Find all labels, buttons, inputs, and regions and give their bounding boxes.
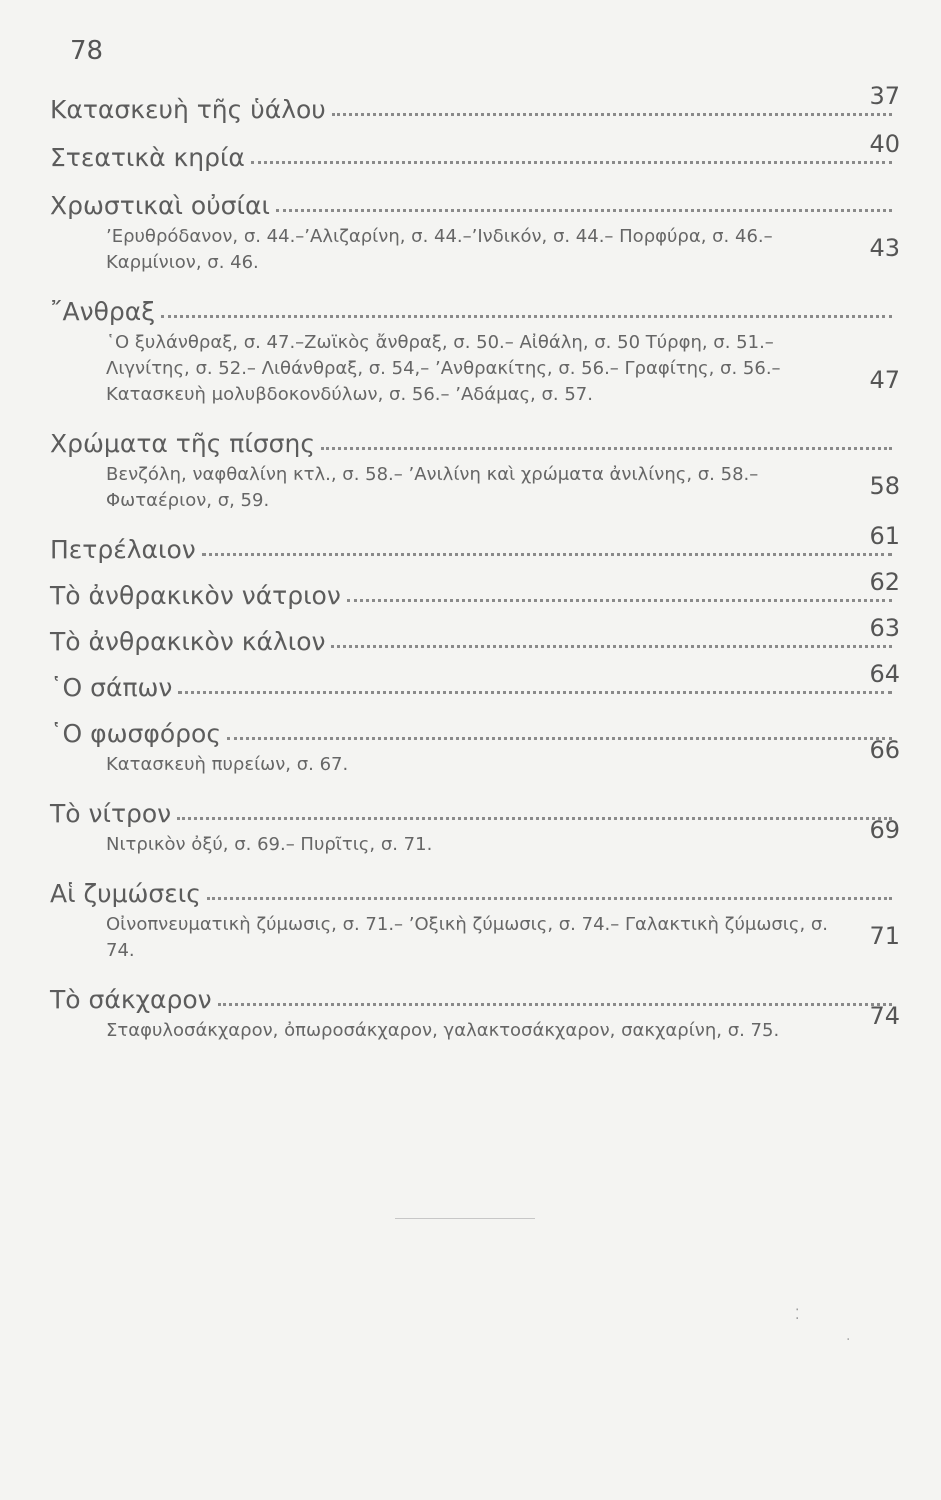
toc-entry: [50, 566, 900, 610]
toc-entry: [50, 970, 900, 1044]
entry-title: Τὸ νίτρον: [50, 799, 172, 828]
leader-dots: [177, 817, 892, 820]
toc-entry: [50, 282, 900, 408]
table-of-contents: [50, 80, 900, 1050]
toc-entry: [50, 520, 900, 564]
entry-page: 64: [869, 660, 900, 688]
leader-dots: [321, 447, 892, 450]
entry-title: Τὸ ἀνθρακικὸν κάλιον: [50, 627, 326, 656]
end-rule: [395, 1218, 535, 1219]
entry-page: 74: [869, 1002, 900, 1030]
entry-page: 66: [869, 736, 900, 764]
entry-page: 58: [869, 472, 900, 500]
entry-subtopics: Οἰνοπνευματικὴ ζύμωσις, σ. 71.– ’Οξικὴ ζύμωσις, σ. 74.– Γαλακτικὴ ζύμωσις, σ. 74.: [106, 914, 829, 961]
toc-entry: [50, 704, 900, 778]
entry-page: 40: [869, 130, 900, 158]
entry-page: 71: [869, 922, 900, 950]
entry-page: 43: [869, 234, 900, 262]
entry-title: ῾Ο φωσφόρος: [50, 719, 222, 748]
leader-dots: [161, 315, 892, 318]
entry-title: Κατασκευὴ τῆς ὑάλου: [50, 95, 326, 124]
entry-title: Αἱ ζυμώσεις: [50, 879, 201, 908]
leader-dots: [202, 553, 892, 556]
entry-subtopics: Βενζόλη, ναφθαλίνη κτλ., σ. 58.– ’Ανιλίνη καὶ χρώματα ἀνιλίνης, σ. 58.– Φωταέριον, σ, 59.: [106, 464, 759, 511]
entry-subtopics: Σταφυλοσάκχαρον, ὀπωροσάκχαρον, γαλακτοσάκχαρον, σακχαρίνη, σ. 75.: [106, 1020, 780, 1041]
entry-title: ῾Ο σάπων: [50, 673, 173, 702]
entry-page: 61: [869, 522, 900, 550]
leader-dots: [218, 1003, 892, 1006]
toc-entry: [50, 784, 900, 858]
entry-title: Τὸ ἀνθρακικὸν νάτριον: [50, 581, 341, 610]
toc-entry: [50, 658, 900, 702]
leader-dots: [347, 599, 892, 602]
print-speck: ·: [846, 1332, 851, 1348]
entry-title: Πετρέλαιον: [50, 535, 196, 564]
leader-dots: [331, 645, 892, 648]
toc-entry: [50, 414, 900, 514]
leader-dots: [251, 161, 892, 164]
entry-subtopics: Κατασκευὴ πυρείων, σ. 67.: [106, 754, 349, 775]
entry-page: 47: [869, 366, 900, 394]
toc-entry: [50, 176, 900, 276]
entry-page: 63: [869, 614, 900, 642]
entry-title: Στεατικὰ κηρία: [50, 143, 245, 172]
page-number: 78: [70, 36, 104, 66]
entry-subtopics: ῾Ο ξυλάνθραξ, σ. 47.–Ζωϊκὸς ἄνθραξ, σ. 50.– Αἰθάλη, σ. 50 Τύρφη, σ. 51.– Λιγνίτης, σ. 52.– Λιθάνθραξ, σ. 54,– ’Ανθρακίτης, σ. 56.– Γραφίτης, σ. 56.– Κατασκευὴ μολυβδοκονδύλων, σ. 56.– ’Αδάμας, σ. 57.: [106, 332, 781, 405]
leader-dots: [207, 897, 892, 900]
entry-subtopics: ’Ερυθρόδανον, σ. 44.–’Αλιζαρίνη, σ. 44.–’Ινδικόν, σ. 44.– Πορφύρα, σ. 46.– Καρμίνιον, σ. 46.: [106, 226, 773, 273]
toc-entry: [50, 80, 900, 124]
leader-dots: [332, 113, 892, 116]
entry-title: Χρώματα τῆς πίσσης: [50, 429, 316, 458]
entry-page: 62: [869, 568, 900, 596]
entry-subtopics: Νιτρικὸν ὀξύ, σ. 69.– Πυρῖτις, σ. 71.: [106, 834, 433, 855]
entry-page: 37: [869, 82, 900, 110]
entry-page: 69: [869, 816, 900, 844]
entry-title: Χρωστικαὶ οὐσίαι: [50, 191, 270, 220]
leader-dots: [276, 209, 892, 212]
toc-entry: [50, 128, 900, 172]
entry-title: Τὸ σάκχαρον: [50, 985, 212, 1014]
entry-title: ῎Ανθραξ: [50, 297, 156, 326]
toc-entry: [50, 864, 900, 964]
print-speck: ⁚: [795, 1307, 800, 1323]
leader-dots: [227, 737, 892, 740]
toc-entry: [50, 612, 900, 656]
leader-dots: [178, 691, 892, 694]
